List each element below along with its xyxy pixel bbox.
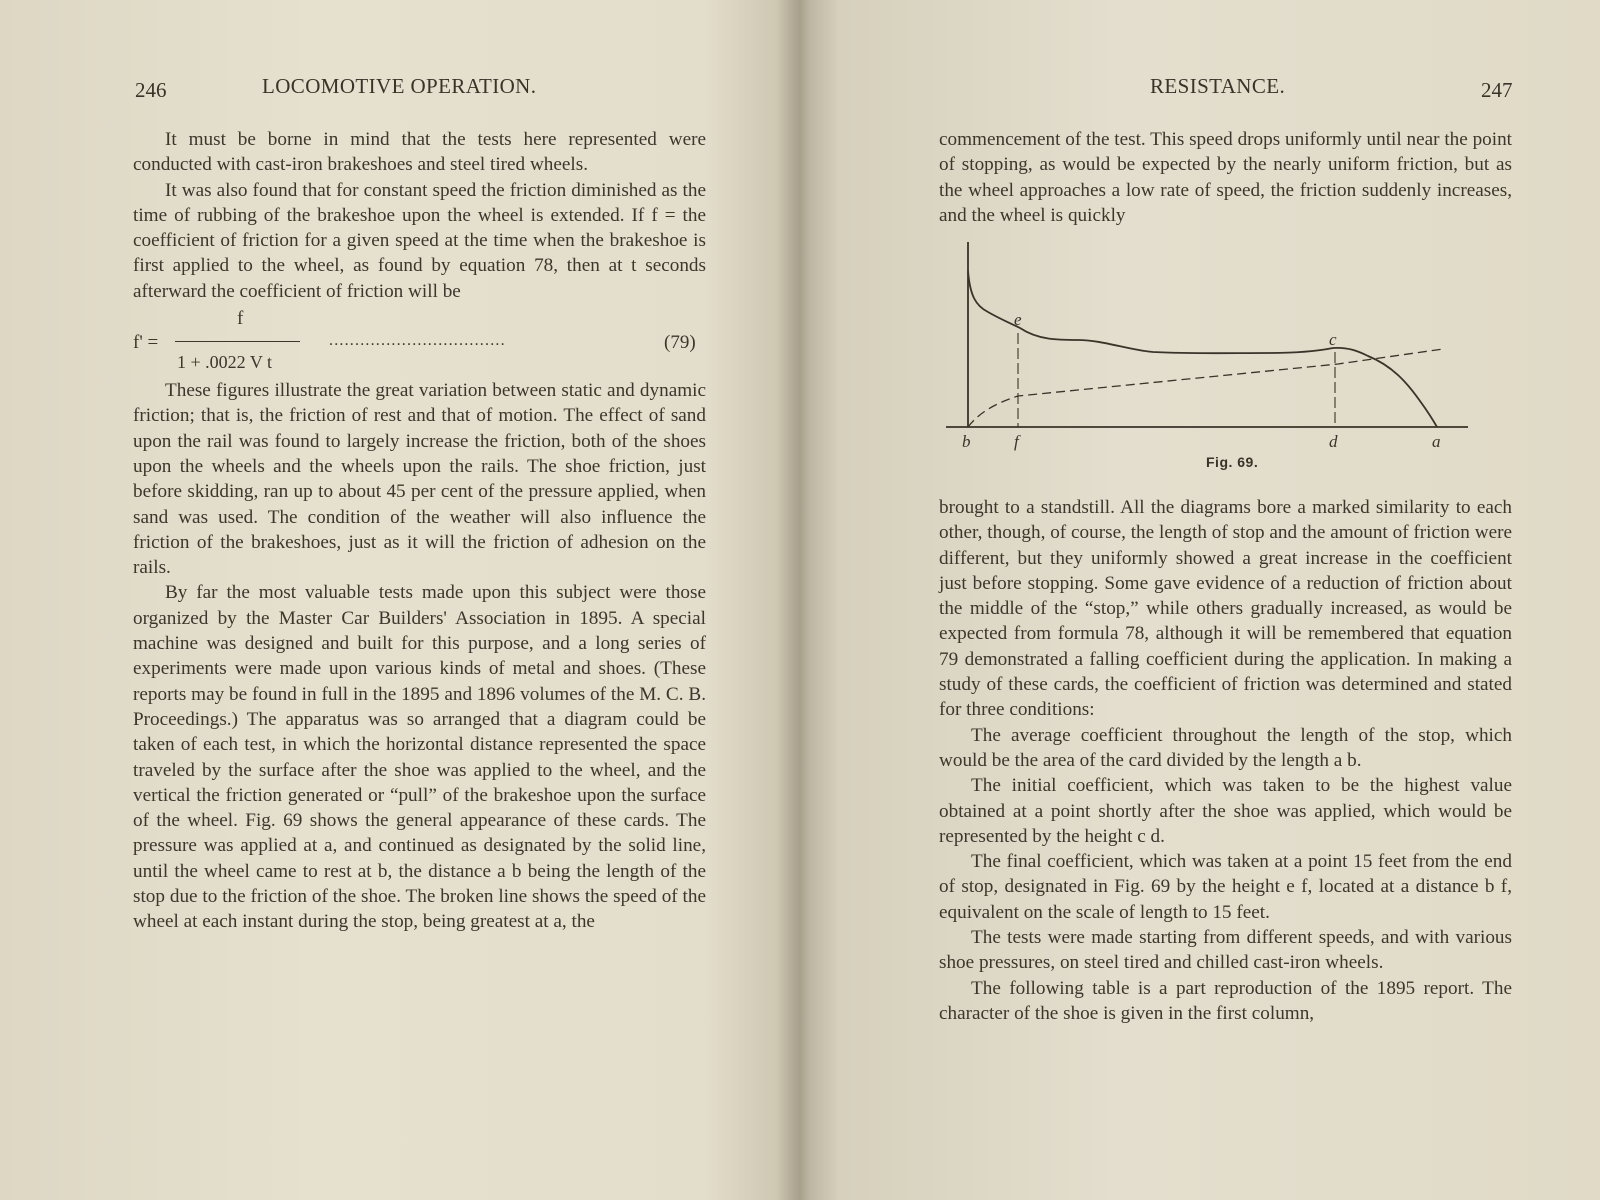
paragraph: It must be borne in mind that the tests here represented were conducted with cast-iron brakeshoes and steel tired wheels.	[133, 129, 706, 176]
formula-denominator: 1 + .0022 V t	[177, 352, 273, 373]
label-a: a	[1432, 432, 1441, 451]
paragraph: It was also found that for constant speed the friction diminished as the time of rubbing of the brakeshoe upon the wheel is extended. If f = the coefficient of friction for a given speed at the time when the brakeshoe is first applied to the wheel, as found by equation 78, then at t seconds afterward the coefficient of friction will be	[133, 179, 706, 302]
right-page	[800, 0, 1600, 1200]
label-b: b	[962, 432, 971, 451]
paragraph: brought to a standstill. All the diagrams bore a marked similarity to each other, though, of course, the length of stop and the amount of friction were different, but they uniformly showed a great increase in the coefficient just before stopping. Some gave evidence of a reduction of friction about the middle of the “stop,” while others gradually increased, as would be expected from formula 78, although it will be remembered that equation 79 demonstrated a falling coefficient during the application. In making a study of these cards, the coefficient of friction was determined and stated for three conditions:	[939, 497, 1512, 721]
label-e: e	[1014, 310, 1022, 329]
equation-79	[133, 306, 706, 374]
right-running-head: RESISTANCE.	[1150, 74, 1286, 98]
paragraph: The initial coefficient, which was taken to be the highest value obtained at a point shortly after the shoe was applied, which would be represented by the height c d.	[939, 775, 1512, 847]
formula-lhs: f' =	[133, 332, 159, 354]
speed-line	[968, 349, 1443, 427]
friction-curve	[968, 271, 1437, 427]
left-page-number: 246	[135, 78, 167, 102]
paragraph: The tests were made starting from different speeds, and with various shoe pressures, on steel tired and chilled cast-iron wheels.	[939, 927, 1512, 974]
right-top-text	[939, 127, 1512, 228]
paragraph: commencement of the test. This speed drops uniformly until near the point of stopping, as would be expected by the nearly uniform friction, but as the wheel approaches a low rate of speed, the friction suddenly increases, and the wheel is quickly	[939, 129, 1513, 226]
paragraph: These figures illustrate the great variation between static and dynamic friction; that is, the friction of rest and that of motion. The effect of sand upon the rail was found to largely increase the friction, both of the shoes upon the wheels and the wheels upon the rails. The shoe friction, just before skidding, ran up to about 45 per cent of the pressure applied, when sand was used. The condition of the weather will also influence the friction of the brakeshoes, just as it will the friction of adhesion on the rails.	[133, 380, 706, 579]
formula-numerator: f	[237, 308, 244, 330]
label-f: f	[1014, 432, 1019, 451]
figure-caption: Fig. 69.	[1206, 454, 1259, 470]
figure-69	[928, 236, 1528, 486]
right-page-number: 247	[1481, 78, 1513, 102]
equation-number: (79)	[664, 332, 696, 354]
paragraph: The final coefficient, which was taken at a point 15 feet from the end of stop, designated in Fig. 69 by the height e f, located at a distance b f, equivalent on the scale of length to 15 feet.	[939, 851, 1512, 923]
left-body-text	[133, 127, 706, 935]
fraction-bar	[175, 341, 300, 342]
paragraph: By far the most valuable tests made upon this subject were those organized by the Master Car Builders' Association in 1895. A special machine was designed and built for this purpose, and a long series of experiments were made upon various kinds of metal and shoes. (These reports may be found in full in the 1895 and 1896 volumes of the M. C. B. Proceedings.) The apparatus was so arranged that a diagram could be taken of each test, in which the horizontal distance represented the space traveled by the surface after the shoe was applied to the wheel, and the vertical the friction generated or “pull” of the brakeshoe upon the surface of the wheel. Fig. 69 shows the general appearance of these cards. The pressure was applied at a, and continued as designated by the solid line, until the wheel came to rest at b, the distance a b being the length of the stop due to the friction of the shoe. The broken line shows the speed of the wheel at each instant during the stop, being greatest at a, the	[133, 582, 706, 933]
formula-leader: ..................................	[329, 332, 506, 350]
paragraph: The average coefficient throughout the length of the stop, which would be the area of the card divided by the length a b.	[939, 724, 1512, 771]
left-running-head: LOCOMOTIVE OPERATION.	[262, 74, 537, 98]
right-bottom-text	[939, 495, 1512, 1026]
label-d: d	[1329, 432, 1338, 451]
label-c: c	[1329, 330, 1337, 349]
paragraph: The following table is a part reproduction of the 1895 report. The character of the shoe is given in the first column,	[939, 977, 1512, 1024]
